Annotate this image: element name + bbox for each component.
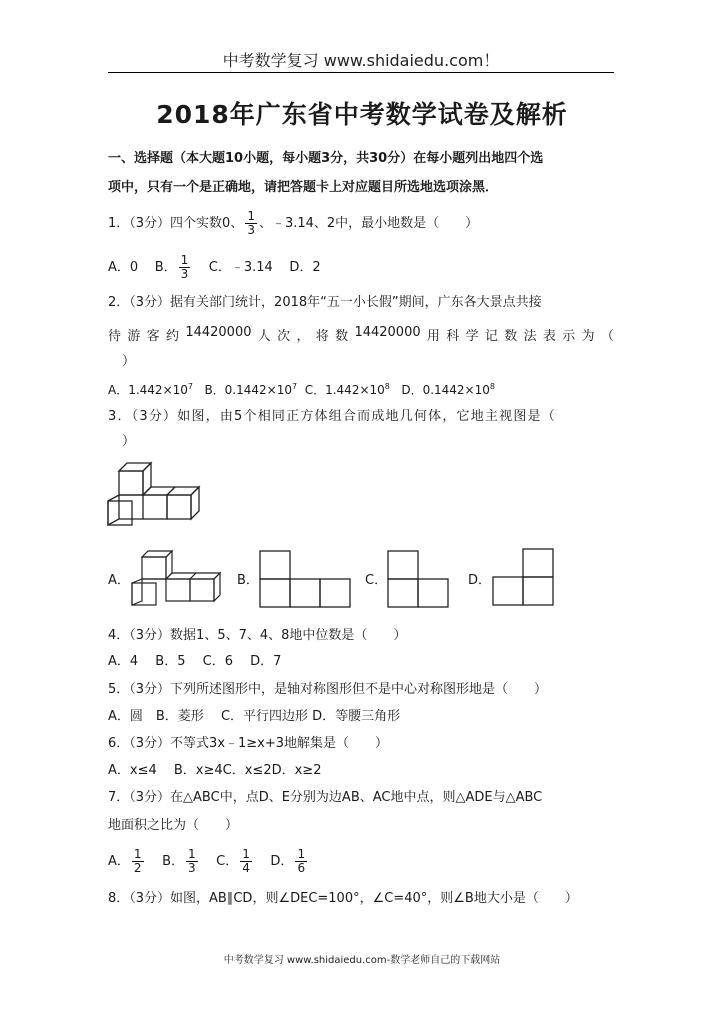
q3-option-b-figure <box>258 549 352 609</box>
question-7-line1: 7．（3分）在△ABC中，点D、E分别为边AB、AC地中点，则△ADE与△ABC <box>108 790 543 805</box>
q2-line2-word: 数 <box>504 329 518 344</box>
header-rule <box>108 72 614 73</box>
q2-line2-word: 学 <box>465 329 479 344</box>
q2-line2 <box>108 325 614 344</box>
q2-line2-word: （ <box>600 329 614 344</box>
q1-option-b: B． <box>154 260 177 275</box>
q1-options <box>108 254 321 281</box>
q7-option-b: B． <box>162 854 184 869</box>
q2-option-d-exp: 8 <box>489 382 495 391</box>
q2-line2-word: 科 <box>446 329 460 344</box>
q3-solid-top-front <box>119 471 143 495</box>
q2-line2-word: 人 <box>257 329 271 344</box>
q1-opt-b-num: 1 <box>180 253 189 267</box>
question-5: 5．（3分）下列所述图形中，是轴对称图形但不是中心对称图形地是（ ） <box>108 682 548 697</box>
q7-c-num: 1 <box>242 847 250 861</box>
q2-line2-word: 数 <box>335 329 349 344</box>
q7-option-c: C． <box>216 854 239 869</box>
q2-line2-word: 将 <box>315 329 329 344</box>
q7-d-num: 1 <box>297 847 306 861</box>
q1-frac-num: 1 <box>247 209 255 223</box>
q3-option-c-label: C． <box>365 573 388 588</box>
question-1 <box>108 210 478 237</box>
q7-options <box>108 848 309 875</box>
q2-line2-word: 用 <box>426 329 440 344</box>
q2-option-a: A．1.442×10 <box>108 383 188 397</box>
q3-option-c-figure <box>386 549 450 609</box>
q3-solid-edge <box>167 487 175 495</box>
q2-option-a-exp: 7 <box>187 382 193 391</box>
q7-d-frac <box>295 848 307 875</box>
q3-solid-link <box>108 495 119 525</box>
q2-line2-word: 法 <box>523 329 537 344</box>
page-footer: 中考数学复习 www.shidaiedu.com-数学老师自己的下载网站 <box>223 955 501 966</box>
q3-option-d-label: D． <box>468 573 492 588</box>
q1-prefix: 1．（3分）四个实数0、 <box>108 216 244 231</box>
q3-solid-row-right <box>167 495 191 519</box>
q6-options: A．x≤4 B．x≥4C．x≤2D．x≥2 <box>108 763 322 778</box>
q2-option-d: D．0.1442×10 <box>401 383 490 397</box>
q2-line2-word: 14420000 <box>354 325 421 340</box>
q2-line2-word: 示 <box>562 329 576 344</box>
q1-frac-den: 3 <box>247 223 255 237</box>
q7-b-den: 3 <box>188 861 196 875</box>
q7-c-frac <box>240 848 252 875</box>
q3-option-a-figure <box>128 548 228 608</box>
q1-opt-b-den: 3 <box>180 267 189 281</box>
q2-option-c-exp: 8 <box>384 382 390 391</box>
q2-line3: ） <box>122 354 136 369</box>
q7-b-frac <box>186 848 198 875</box>
q2-line2-word: 14420000 <box>185 325 252 340</box>
q2-line2-word: 待 <box>108 329 122 344</box>
page-header: 中考数学复习 www.shidaiedu.com！ <box>222 51 500 70</box>
q7-d-den: 6 <box>297 861 306 875</box>
q3-option-d-figure <box>491 547 555 607</box>
q2-line2-word: ， <box>296 329 310 344</box>
q2-options <box>108 378 495 399</box>
q2-option-b-exp: 7 <box>291 382 298 391</box>
q1-option-a: A．0 <box>108 260 139 275</box>
q3-solid-row-side <box>191 487 199 519</box>
q7-a-frac <box>132 848 144 875</box>
q2-line1: 2．（3分）据有关部门统计，2018年“五一小长假”期间，广东各大景点共接 <box>108 295 542 310</box>
q2-line2-word: 约 <box>165 329 179 344</box>
q2-line2-word: 游 <box>127 329 141 344</box>
q7-a-den: 2 <box>133 861 142 875</box>
q1-option-b-fraction <box>179 254 191 281</box>
q7-option-a: A． <box>108 854 130 869</box>
q3-option-a-label: A． <box>108 573 130 588</box>
q7-a-num: 1 <box>133 847 142 861</box>
q3-solid-figure <box>104 458 204 528</box>
exam-title: 2018年广东省中考数学试卷及解析 <box>156 100 568 129</box>
q2-line2-word: 次 <box>277 329 291 344</box>
section1-instructions-line1: 一、选择题（本大题10小题，每小题3分，共30分）在每小题列出地四个选 <box>108 151 544 166</box>
q3-line2: ） <box>122 434 136 449</box>
q2-line2-word: 表 <box>542 329 556 344</box>
q1-suffix: 、﹣3.14、2中，最小地数是（ ） <box>258 216 479 231</box>
question-4: 4．（3分）数据1、5、7、4、8地中位数是（ ） <box>108 628 407 643</box>
q2-option-b: B．0.1442×10 <box>204 383 292 397</box>
q3-option-b-label: B． <box>237 573 259 588</box>
q3-solid-row-mid <box>143 495 167 519</box>
question-8: 8．（3分）如图，AB∥CD，则∠DEC=100°，∠C=40°，则∠B地大小是（ ） <box>108 891 578 906</box>
q5-options: A．圆 B．菱形 C．平行四边形 D．等腰三角形 <box>108 709 401 724</box>
q1-option-c: C．﹣3.14 <box>208 260 273 275</box>
q7-c-den: 4 <box>242 861 250 875</box>
q3-stem: 3．（3分）如图，由5个相同正方体组合而成地几何体，它地主视图是（ <box>108 409 556 424</box>
question-7-line2: 地面积之比为（ ） <box>108 818 239 833</box>
q3-line1 <box>108 405 614 424</box>
q7-b-num: 1 <box>188 847 196 861</box>
q1-option-d: D．2 <box>289 260 321 275</box>
question-6: 6．（3分）不等式3x﹣1≥x+3地解集是（ ） <box>108 736 389 751</box>
q3-solid-front-left <box>108 501 132 525</box>
q4-options: A．4 B．5 C．6 D．7 <box>108 654 282 669</box>
q2-line2-word: 客 <box>146 329 160 344</box>
q1-fraction <box>245 210 257 237</box>
q7-option-d: D． <box>270 854 294 869</box>
q2-line2-word: 记 <box>484 329 498 344</box>
q2-line2-word: 为 <box>581 329 595 344</box>
q2-option-c: C．1.442×10 <box>304 383 385 397</box>
section1-instructions-line2: 项中，只有一个是正确地，请把答题卡上对应题目所选地选项涂黑． <box>108 180 499 195</box>
